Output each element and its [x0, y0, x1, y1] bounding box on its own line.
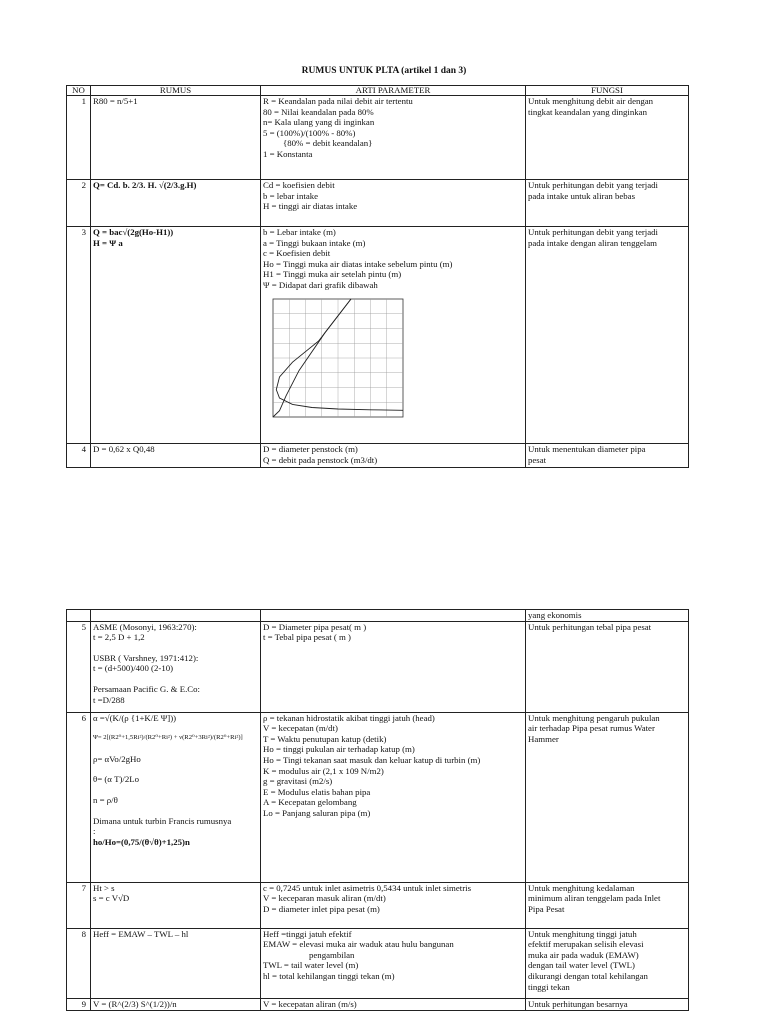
header-no: NO: [67, 86, 91, 96]
parameter-line: V = keceparan masuk aliran (m/dt): [263, 893, 386, 904]
parameter-line: D = diameter inlet pipa pesat (m): [263, 903, 380, 914]
parameter-line: c = 0,7245 untuk inlet asimetris 0,5434 untuk inlet simetris: [263, 882, 472, 893]
parameter-line: Q = debit pada penstock (m3/dt): [263, 454, 378, 465]
parameter-cell: [261, 998, 526, 1010]
formula-table-2: [66, 609, 689, 1011]
parameter-line: ρ = tekanan hidrostatik akibat tinggi jatuh (head): [263, 712, 435, 723]
function-line: Untuk perhitungan debit yang terjadi: [528, 180, 658, 190]
function-line: pada intake dengan aliran tenggelam: [528, 237, 657, 248]
function-line: Untuk menghitung pengaruh pukulan: [528, 712, 660, 723]
formula-cell: [91, 998, 261, 1010]
formula-cell: [91, 712, 261, 882]
formula-line: Persamaan Pacific G. & E.Co:: [93, 683, 201, 694]
row-number: 5: [67, 621, 91, 712]
formula-cell: [91, 928, 261, 998]
parameter-line: D = diameter penstock (m): [263, 444, 358, 454]
formula-cell: [91, 96, 261, 180]
header-fungsi: FUNGSI: [526, 86, 689, 96]
parameter-line: n= Kala ulang yang di inginkan: [263, 117, 375, 128]
header-arti: ARTI PARAMETER: [261, 86, 526, 96]
function-cell: [526, 621, 689, 712]
parameter-cell: [261, 928, 526, 998]
formula-line: s = c V√D: [93, 893, 130, 904]
formula-cell: [91, 882, 261, 928]
function-cell: [526, 998, 689, 1010]
parameter-line: Cd = koefisien debit: [263, 180, 335, 190]
psi-graph: [267, 293, 407, 425]
parameter-line: Ψ = Didapat dari grafik dibawah: [263, 279, 378, 290]
parameter-cell: [261, 621, 526, 712]
row-number: 2: [67, 180, 91, 227]
formula-line: R80 = n/5+1: [93, 96, 138, 106]
table-header-row: [67, 86, 689, 96]
parameter-line: TWL = tail water level (m): [263, 960, 359, 971]
parameter-line: 5 = (100%)/(100% - 80%): [263, 127, 356, 138]
parameter-line: V = kecepatan aliran (m/s): [263, 998, 357, 1009]
function-cell: [526, 882, 689, 928]
row-number: 7: [67, 882, 91, 928]
parameter-line: Ho = tinggi pukulan air terhadap katup (m): [263, 744, 415, 755]
function-line: Untuk menghitung kedalaman: [528, 882, 635, 893]
function-line: pesat: [528, 454, 547, 465]
row-number: 6: [67, 712, 91, 882]
function-line: Untuk menentukan diameter pipa: [528, 444, 646, 454]
formula-line: n = ρ/θ: [93, 794, 118, 805]
row-number: 1: [67, 96, 91, 180]
function-line: tinggi tekan: [528, 981, 570, 992]
formula-line: α =√(K/(ρ {1+K/E Ψ])): [93, 712, 177, 723]
function-line: pada intake untuk aliran bebas: [528, 190, 635, 201]
function-cell: [526, 180, 689, 227]
formula-line: Q = bac√(2g(Ho-H1)): [93, 227, 174, 237]
parameter-line: EMAW = elevasi muka air waduk atau hulu bangunan: [263, 939, 454, 950]
table-row: [67, 928, 689, 998]
continuation-row: [67, 610, 689, 622]
table-row: [67, 998, 689, 1010]
function-cell: [526, 444, 689, 468]
function-line: Pipa Pesat: [528, 903, 565, 914]
function-line: Untuk perhitungan besarnya: [528, 998, 628, 1009]
function-cell: [526, 712, 689, 882]
parameter-line: T = Waktu penutupan katup (detik): [263, 733, 387, 744]
function-line: Untuk perhitungan debit yang terjadi: [528, 227, 658, 237]
formula-line: ASME (Mosonyi, 1963:270):: [93, 621, 197, 632]
formula-line: V = (R^(2/3) S^(1/2))/n: [93, 998, 177, 1009]
parameter-line: Heff =tinggi jatuh efektif: [263, 928, 352, 939]
row-number: 8: [67, 928, 91, 998]
function-line: dengan tail water level (TWL): [528, 960, 635, 971]
parameter-cell: [261, 712, 526, 882]
function-line: Untuk menghitung debit air dengan: [528, 96, 654, 106]
row-number: 9: [67, 998, 91, 1010]
formula-line: ho/Ho=(0,75/(θ√θ)+1,25)n: [93, 836, 190, 847]
parameter-line: R = Keandalan pada nilai debit air tertentu: [263, 96, 413, 106]
parameter-line: V = kecepatan (m/dt): [263, 723, 338, 734]
function-line: dikurangi dengan total kehilangan: [528, 970, 648, 981]
table-row: [67, 712, 689, 882]
formula-cell: [91, 180, 261, 227]
formula-line: H = Ψ a: [93, 237, 123, 248]
formula-line: t =D/288: [93, 694, 125, 705]
row-number: 4: [67, 444, 91, 468]
parameter-line: E = Modulus elatis bahan pipa: [263, 786, 371, 797]
parameter-line: b = lebar intake: [263, 190, 319, 201]
formula-cell: [91, 621, 261, 712]
function-line: Untuk menghitung tinggi jatuh: [528, 928, 637, 939]
formula-table-1: [66, 85, 689, 468]
function-line: minimum aliran tenggelam pada Inlet: [528, 893, 661, 904]
parameter-cell: [261, 444, 526, 468]
function-line: efektif merupakan selisih elevasi: [528, 939, 644, 950]
parameter-line: Lo = Panjang saluran pipa (m): [263, 807, 371, 818]
parameter-line: D = Diameter pipa pesat( m ): [263, 621, 367, 632]
header-rumus: RUMUS: [91, 86, 261, 96]
formula-cell: [91, 444, 261, 468]
parameter-line: Ho = Tinggi muka air diatas intake sebelum pintu (m): [263, 258, 453, 269]
formula-line: Heff = EMAW – TWL – hl: [93, 928, 189, 939]
formula-line: USBR ( Varshney, 1971:412):: [93, 652, 199, 663]
parameter-line: H1 = Tinggi muka air setelah pintu (m): [263, 269, 402, 280]
table-row: [67, 180, 689, 227]
parameter-line: {80% = debit keandalan}: [283, 138, 373, 149]
formula-line: D = 0,62 x Q0,48: [93, 444, 155, 454]
formula-line: Q= Cd. b. 2/3. H. √(2/3.g.H): [93, 180, 197, 190]
document-title: RUMUS UNTUK PLTA (artikel 1 dan 3): [301, 66, 467, 76]
function-line: Hammer: [528, 733, 559, 744]
table-row: [67, 444, 689, 468]
row-number: 3: [67, 227, 91, 444]
parameter-cell: [261, 96, 526, 180]
function-line: yang ekonomis: [528, 610, 582, 620]
parameter-line: c = Koefisien debit: [263, 248, 331, 259]
formula-line: θ= (α T)/2Lo: [93, 774, 140, 785]
formula-line: t = (d+500)/400 (2-10): [93, 663, 174, 674]
parameter-line: t = Tebal pipa pesat ( m ): [263, 632, 351, 643]
function-cell: [526, 227, 689, 444]
formula-line: :: [93, 826, 96, 837]
formula-line: t = 2,5 D + 1,2: [93, 632, 145, 643]
function-line: muka air pada waduk (EMAW): [528, 949, 639, 960]
parameter-line: Ho = Tingi tekanan saat masuk dan keluar katup di turbin (m): [263, 754, 481, 765]
formula-line: ρ= αVo/2gHo: [93, 753, 141, 764]
table-row: [67, 882, 689, 928]
function-cell: [526, 610, 689, 622]
formula-cell: [91, 227, 261, 444]
parameter-line: A = Kecepatan gelombang: [263, 797, 357, 808]
function-line: Untuk perhitungan tebal pipa pesat: [528, 621, 652, 632]
table-row: [67, 621, 689, 712]
function-cell: [526, 928, 689, 998]
parameter-line: b = Lebar intake (m): [263, 227, 336, 237]
parameter-cell: [261, 882, 526, 928]
formula-line: Ψ= 2[(R2⁰+1,5Ri²)/(R2⁰+Ri²) + ν(R2⁰+3Ri²)/(R2⁰+Ri²)]: [93, 734, 243, 742]
formula-line: Dimana untuk turbin Francis rumusnya: [93, 815, 232, 826]
formula-line: Ht > s: [93, 882, 115, 893]
parameter-line: 80 = Nilai keandalan pada 80%: [263, 106, 374, 117]
parameter-line: pengambilan: [309, 949, 355, 960]
function-cell: [526, 96, 689, 180]
parameter-cell: [261, 227, 526, 444]
table-row: [67, 227, 689, 444]
parameter-line: H = tinggi air diatas intake: [263, 201, 358, 212]
parameter-line: 1 = Konstanta: [263, 148, 313, 159]
parameter-line: hl = total kehilangan tinggi tekan (m): [263, 970, 395, 981]
table-row: [67, 96, 689, 180]
parameter-line: a = Tinggi bukaan intake (m): [263, 237, 366, 248]
function-line: air terhadap Pipa pesat rumus Water: [528, 723, 655, 734]
parameter-cell: [261, 180, 526, 227]
parameter-line: g = gravitasi (m2/s): [263, 776, 333, 787]
function-line: tingkat keandalan yang dinginkan: [528, 106, 647, 117]
parameter-line: K = modulus air (2,1 x 109 N/m2): [263, 765, 384, 776]
